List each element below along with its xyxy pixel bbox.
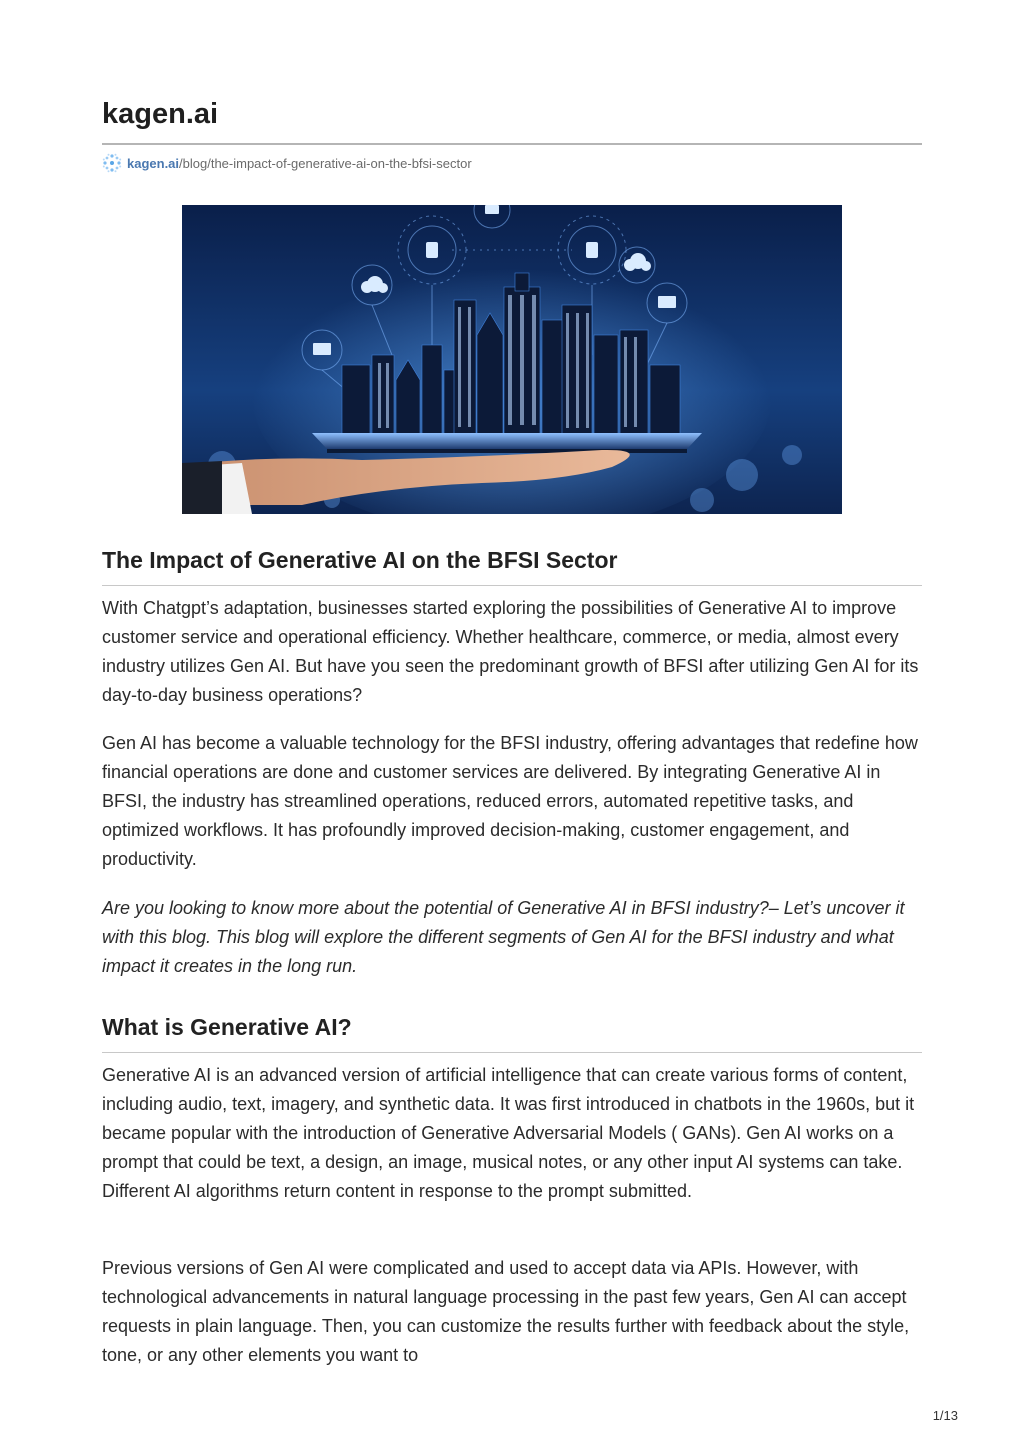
city-on-tablet-network-image <box>182 205 842 514</box>
source-url-link[interactable] <box>102 153 472 173</box>
paragraph-blog-intro-italic: Are you looking to know more about the potential of Generative AI in BFSI industry?– Let’s uncover it with this blog. This blog will explore the different segments of Gen AI for the BFSI industry and what impact it creates in the long run. <box>102 898 905 976</box>
heading-what-is-gen-ai: What is Generative AI? <box>102 1014 352 1040</box>
section-impact <box>102 545 922 586</box>
paragraph-previous-versions: Previous versions of Gen AI were complicated and used to accept data via APIs. However, with technological advancements in natural language processing in the past few years, Gen AI can accept requests in plain language. Then, you can customize the results further with feedback about the style, tone, or any other elements you want to <box>102 1258 910 1365</box>
heading-divider <box>102 585 922 586</box>
page-number: 1/13 <box>932 1408 958 1423</box>
title-divider <box>102 143 922 145</box>
heading-divider <box>102 1052 922 1053</box>
source-domain: kagen.ai <box>127 155 180 171</box>
kagen-logo-icon <box>102 153 122 173</box>
section-what-is-gen-ai <box>102 1012 922 1053</box>
paragraph-intro: With Chatgpt’s adaptation, businesses started exploring the possibilities of Generative AI to improve customer service and operational efficiency. Whether healthcare, commerce, or media, almost every industry utilizes Gen AI. But have you seen the predominant growth of BFSI after utilizing Gen AI for its day-to-day business operations? <box>102 598 919 705</box>
paragraph-definition: Generative AI is an advanced version of artificial intelligence that can create various forms of content, including audio, text, imagery, and synthetic data. It was first introduced in chatbots in the 1960s, but it became popular with the introduction of Generative Adversarial Models ( GANs). Gen AI works on a prompt that could be text, a design, an image, musical notes, or any other input AI systems can take. Different AI algorithms return content in response to the prompt submitted. <box>102 1065 915 1201</box>
paragraph-gen-ai-bfsi: Gen AI has become a valuable technology for the BFSI industry, offering advantages that redefine how financial operations are done and customer services are delivered. By integrating Generative AI in BFSI, the industry has streamlined operations, reduced errors, automated repetitive tasks, and optimized workflows. It has profoundly improved decision-making, customer engagement, and productivity. <box>102 733 918 869</box>
site-title: kagen.ai <box>102 98 219 130</box>
heading-impact: The Impact of Generative AI on the BFSI Sector <box>102 547 618 573</box>
source-path: /blog/the-impact-of-generative-ai-on-the-bfsi-sector <box>179 155 472 171</box>
